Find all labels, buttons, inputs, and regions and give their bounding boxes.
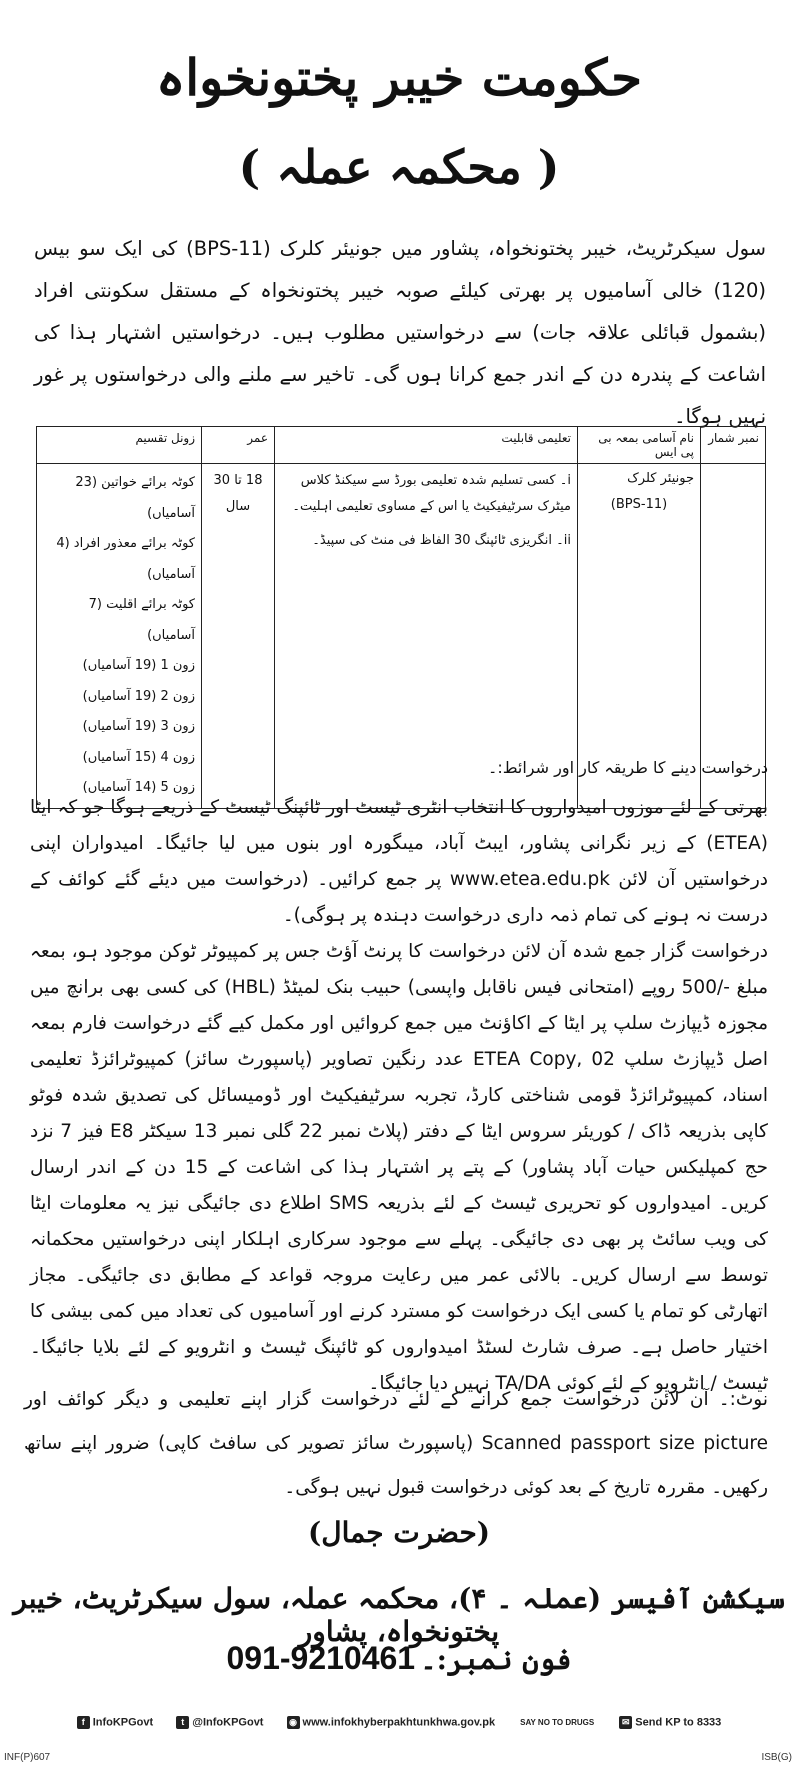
header-age: عمر bbox=[202, 427, 275, 464]
procedure-section bbox=[30, 750, 768, 1402]
zone-item: زون 1 (19 آسامیاں) bbox=[82, 658, 195, 673]
procedure-heading: درخواست دینے کا طریقہ کار اور شرائط:۔ bbox=[487, 758, 768, 777]
post-bps: (BPS-11) bbox=[610, 497, 668, 512]
procedure-paragraph: درخواست گزار جمع شدہ آن لائن درخواست کا پرنٹ آؤٹ جس پر کمپیوٹر ٹوکن موجود ہو، بمعہ مبلغ -/500 روپے (امتحانی فیس ناقابل واپسی) حبیب بنک لمیٹڈ (HBL) کی کسی بھی برانچ میں مجوزہ ڈیپازٹ سلپ پر ایٹا کے اکاؤنٹ میں جمع کروائیں اور مکمل کیے گئے درخواست فارم بمعہ اصل ڈیپازٹ سلپ ETEA Copy, 02 عدد رنگین تصاویر (پاسپورٹ سائز) کمپیوٹرائزڈ تعلیمی اسناد، کمپیوٹرائزڈ قومی شناختی کارڈ، تجربہ سرٹیفیکیٹ اور ڈومیسائل کی تصدیق شدہ فوٹو کاپی بذریعہ ڈاک / کوریئر سروس ایٹا کے دفتر (پلاٹ نمبر 22 گلی نمبر 13 سیکٹر E8 فیز 7 نزد حج کمپلیکس حیات آباد پشاور) کے پتے پر اشتہار ہذا کی اشاعت کے 15 دن کے اندر ارسال کریں۔ امیدواروں کو تحریری ٹیسٹ کے لئے بذریعہ SMS اطلاع دی جائیگی نیز یہ معلومات ایٹا کی ویب سائٹ پر بھی دی جائیگی۔ پہلے سے موجود سرکاری اہلکار اپنی درخواستیں محکمانہ توسط سے ارسال کریں۔ بالائی عمر میں رعایت مروجہ قواعد کے مطابق دی جائیگی۔ مجاز اتھارٹی کو تمام یا کسی ایک درخواست کو مسترد کرنے اور آسامیوں کی تعداد میں کمی بیشی کا اختیار حاصل ہے۔ صرف شارٹ لسٹڈ امیدواروں کو ٹائپنگ ٹیسٹ و انٹرویو کے لئے بلایا جائیگا۔ ٹیسٹ / انٹرویو کے لئے کوئی TA/DA نہیں دیا جائیگا۔ bbox=[30, 941, 768, 1394]
zone-item: کوٹہ برائے خواتین (23 آسامیاں) bbox=[75, 475, 195, 521]
post-name: جونیئر کلرک bbox=[627, 471, 694, 486]
intro-paragraph: سول سیکرٹریٹ، خیبر پختونخواہ، پشاور میں جونیئر کلرک (BPS-11) کی ایک سو بیس (120) خالی آسامیوں پر بھرتی کیلئے صوبہ خیبر پختونخواہ کے مستقل سکونتی افراد (بشمول قبائلی علاقہ جات) سے درخواستیں مطلوب ہیں۔ درخواستیں اشتہار ہذا کی اشاعت کے پندرہ دن کے اندر جمع کرانا ہوں گی۔ تاخیر سے ملنے والی درخواستوں پر غور نہیں ہوگا۔ bbox=[34, 237, 766, 428]
page-title: حکومت خیبر پختونخواہ bbox=[155, 48, 643, 107]
facebook-icon: f bbox=[77, 1716, 90, 1729]
header-zone: زونل تقسیم bbox=[37, 427, 202, 464]
website-url: www.infokhyberpakhtunkhwa.gov.pk bbox=[302, 1716, 496, 1729]
twitter-handle: @InfoKPGovt bbox=[192, 1716, 264, 1729]
zone-item: کوٹہ برائے معذور افراد (4 آسامیاں) bbox=[56, 536, 195, 582]
globe-icon: ◉ bbox=[287, 1716, 300, 1729]
zone-item: کوٹہ برائے اقلیت (7 آسامیاں) bbox=[88, 597, 195, 643]
signatory-name: (حضرت جمال) bbox=[307, 1516, 490, 1549]
sms-text: Send KP to 8333 bbox=[635, 1716, 722, 1729]
qualification-item: ii۔ انگریزی ٹائپنگ 30 الفاظ فی منٹ کی سپیڈ۔ bbox=[312, 533, 571, 548]
header-qualification: تعلیمی قابلیت bbox=[275, 427, 578, 464]
signatory-office: سیکشن آفیسر (عملہ ۔ ۴)، محکمہ عملہ، سول سیکرٹریٹ، خیبر پختونخواہ، پشاور bbox=[13, 1582, 785, 1648]
slogan: SAY NO TO DRUGS bbox=[520, 1718, 595, 1727]
ad-code-left: INF(P)607 bbox=[4, 1752, 51, 1763]
header-sno: نمبر شمار bbox=[701, 427, 766, 464]
footer-sms bbox=[619, 1716, 721, 1729]
ad-code-right: ISB(G) bbox=[761, 1752, 792, 1763]
sms-icon: ✉ bbox=[619, 1716, 632, 1729]
age-range: 18 تا 30 bbox=[213, 473, 263, 488]
footer-bar bbox=[0, 1716, 798, 1729]
footer-facebook[interactable] bbox=[77, 1716, 154, 1729]
qualification-item: i۔ کسی تسلیم شدہ تعلیمی بورڈ سے سیکنڈ کلاس میٹرک سرٹیفیکیٹ یا اس کے مساوی تعلیمی اہلیت۔ bbox=[292, 473, 571, 514]
department-subtitle: ( محکمہ عملہ ) bbox=[238, 140, 560, 194]
table-header-row bbox=[37, 427, 766, 464]
phone-number: 091-9210461 bbox=[226, 1640, 416, 1676]
zone-item: زون 3 (19 آسامیاں) bbox=[82, 719, 195, 734]
zone-item: زون 4 (15 آسامیاں) bbox=[82, 749, 195, 765]
procedure-paragraph: بھرتی کے لئے موزوں امیدواروں کا انتخاب انٹری ٹیسٹ اور ٹائپنگ ٹیسٹ کے ذریعے ہوگا جو کہ ایٹا (ETEA) کے زیر نگرانی پشاور، ایبٹ آباد، میںگورہ اور بنوں میں لیا جائیگا۔ امیدواران اپنی درخواستیں آن لائن www.etea.edu.pk پر جمع کرائیں۔ (درخواست میں دیئے گئے کوائف کے درست نہ ہونے کی تمام ذمہ داری درخواست دہندہ پر ہوگی)۔ bbox=[30, 797, 768, 926]
footer-twitter[interactable] bbox=[176, 1716, 263, 1729]
twitter-icon: t bbox=[176, 1716, 189, 1729]
phone-label: فون نمبر:۔ bbox=[420, 1643, 572, 1676]
note-paragraph: نوٹ:۔ آن لائن درخواست جمع کرانے کے لئے درخواست گزار اپنے تعلیمی و دیگر کوائف اور Scanned passport size picture (پاسپورٹ سائز تصویر کی سافٹ کاپی) ضرور اپنے ساتھ رکھیں۔ مقررہ تاریخ کے بعد کوئی درخواست قبول نہیں ہوگی۔ bbox=[24, 1389, 769, 1498]
zone-item: زون 5 (14 آسامیاں) bbox=[82, 780, 195, 795]
facebook-handle: InfoKPGovt bbox=[92, 1716, 154, 1729]
age-unit: سال bbox=[225, 499, 251, 514]
header-post: نام آسامی بمعہ بی پی ایس bbox=[578, 427, 701, 464]
zone-item: زون 2 (19 آسامیاں) bbox=[82, 688, 195, 704]
phone-line bbox=[0, 1640, 798, 1677]
footer-website[interactable] bbox=[287, 1716, 496, 1729]
